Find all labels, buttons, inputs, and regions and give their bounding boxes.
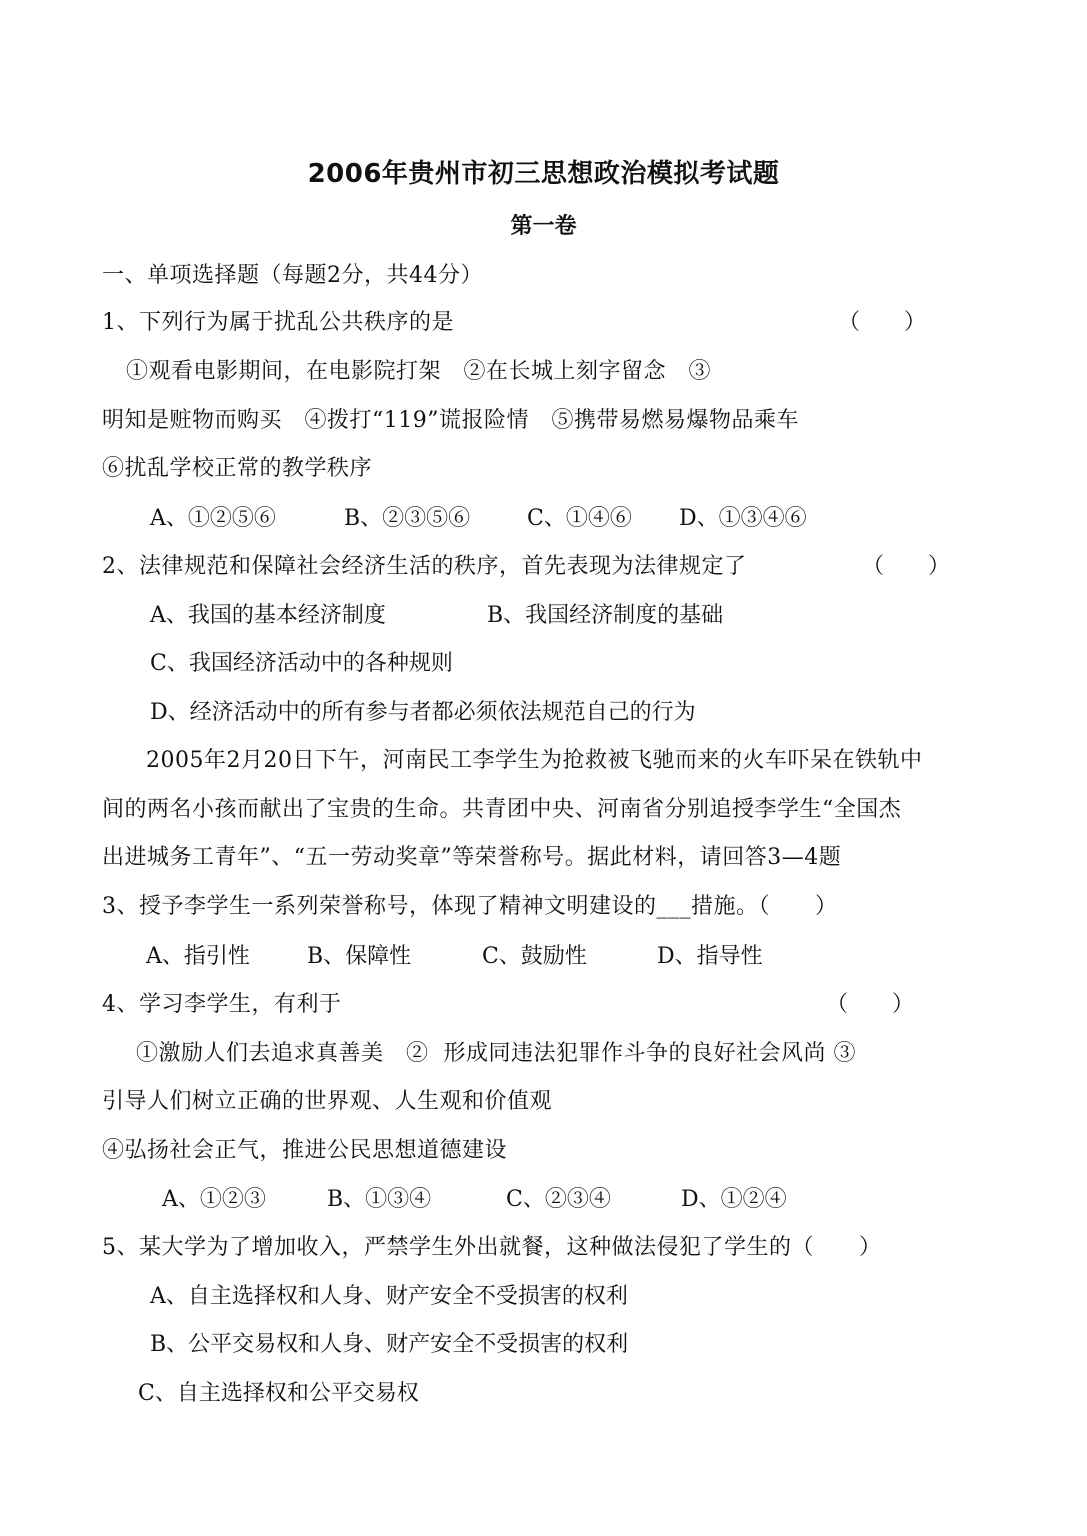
material-paragraph-line-3: 出进城务工青年”、“五一劳动奖章”等荣誉称号。据此材料，请回答3—4题 bbox=[102, 845, 842, 870]
question-4-answer-blank: （ ） bbox=[826, 992, 915, 1017]
volume-heading: 第一卷 bbox=[510, 214, 577, 239]
question-1-answer-blank: （ ） bbox=[838, 310, 927, 335]
question-1-option-d: D、①③④⑥ bbox=[679, 506, 807, 531]
exam-title: 2006年贵州市初三思想政治模拟考试题 bbox=[307, 159, 780, 189]
question-3-option-c: C、鼓励性 bbox=[482, 944, 587, 969]
question-4-option-d: D、①②④ bbox=[681, 1187, 787, 1212]
question-2-option-a: A、我国的基本经济制度 bbox=[150, 603, 386, 628]
question-1-statements-line-1: ①观看电影期间，在电影院打架 ②在长城上刻字留念 ③ bbox=[126, 359, 712, 384]
question-5-option-c: C、自主选择权和公平交易权 bbox=[138, 1381, 419, 1406]
question-2-stem: 2、法律规范和保障社会经济生活的秩序，首先表现为法律规定了 bbox=[102, 554, 747, 579]
question-4-option-b: B、①③④ bbox=[327, 1187, 432, 1212]
question-2-option-c: C、我国经济活动中的各种规则 bbox=[150, 651, 453, 676]
question-3-option-b: B、保障性 bbox=[307, 944, 412, 969]
question-1-statements-line-2: 明知是赃物而购买 ④拨打“119”谎报险情 ⑤携带易燃易爆物品乘车 bbox=[102, 408, 799, 433]
question-3-option-a: A、指引性 bbox=[146, 944, 250, 969]
question-1-statements-line-3: ⑥扰乱学校正常的教学秩序 bbox=[102, 456, 373, 481]
question-1-option-c: C、①④⑥ bbox=[527, 506, 632, 531]
question-4-option-c: C、②③④ bbox=[506, 1187, 611, 1212]
question-1-stem: 1、下列行为属于扰乱公共秩序的是 bbox=[102, 310, 454, 335]
question-4-stem: 4、学习李学生，有利于 bbox=[102, 992, 342, 1017]
question-3-option-d: D、指导性 bbox=[657, 944, 763, 969]
question-4-statements-line-2: 引导人们树立正确的世界观、人生观和价值观 bbox=[102, 1089, 553, 1114]
question-1-option-a: A、①②⑤⑥ bbox=[150, 506, 276, 531]
section-heading: 一、单项选择题（每题2分，共44分） bbox=[102, 263, 483, 288]
question-4-option-a: A、①②③ bbox=[162, 1187, 266, 1212]
question-5-stem: 5、某大学为了增加收入，严禁学生外出就餐，这种做法侵犯了学生的（ ） bbox=[102, 1235, 882, 1260]
material-paragraph-line-2: 间的两名小孩而献出了宝贵的生命。共青团中央、河南省分别追授李学生“全国杰 bbox=[102, 797, 902, 822]
question-1-option-b: B、②③⑤⑥ bbox=[344, 506, 471, 531]
question-2-option-d: D、经济活动中的所有参与者都必须依法规范自己的行为 bbox=[150, 700, 696, 725]
question-4-statements-line-3: ④弘扬社会正气，推进公民思想道德建设 bbox=[102, 1138, 508, 1163]
question-4-statements-line-1: ①激励人们去追求真善美 ② 形成同违法犯罪作斗争的良好社会风尚 ③ bbox=[136, 1041, 856, 1066]
question-3-stem: 3、授予李学生一系列荣誉称号，体现了精神文明建设的___措施。（ ） bbox=[102, 894, 838, 919]
question-5-option-b: B、公平交易权和人身、财产安全不受损害的权利 bbox=[150, 1332, 629, 1357]
material-paragraph-line-1: 2005年2月20日下午，河南民工李学生为抢救被飞驰而来的火车吓呆在铁轨中 bbox=[146, 748, 923, 773]
question-5-option-a: A、自主选择权和人身、财产安全不受损害的权利 bbox=[150, 1284, 628, 1309]
question-2-answer-blank: （ ） bbox=[862, 554, 951, 579]
question-2-option-b: B、我国经济制度的基础 bbox=[487, 603, 724, 628]
